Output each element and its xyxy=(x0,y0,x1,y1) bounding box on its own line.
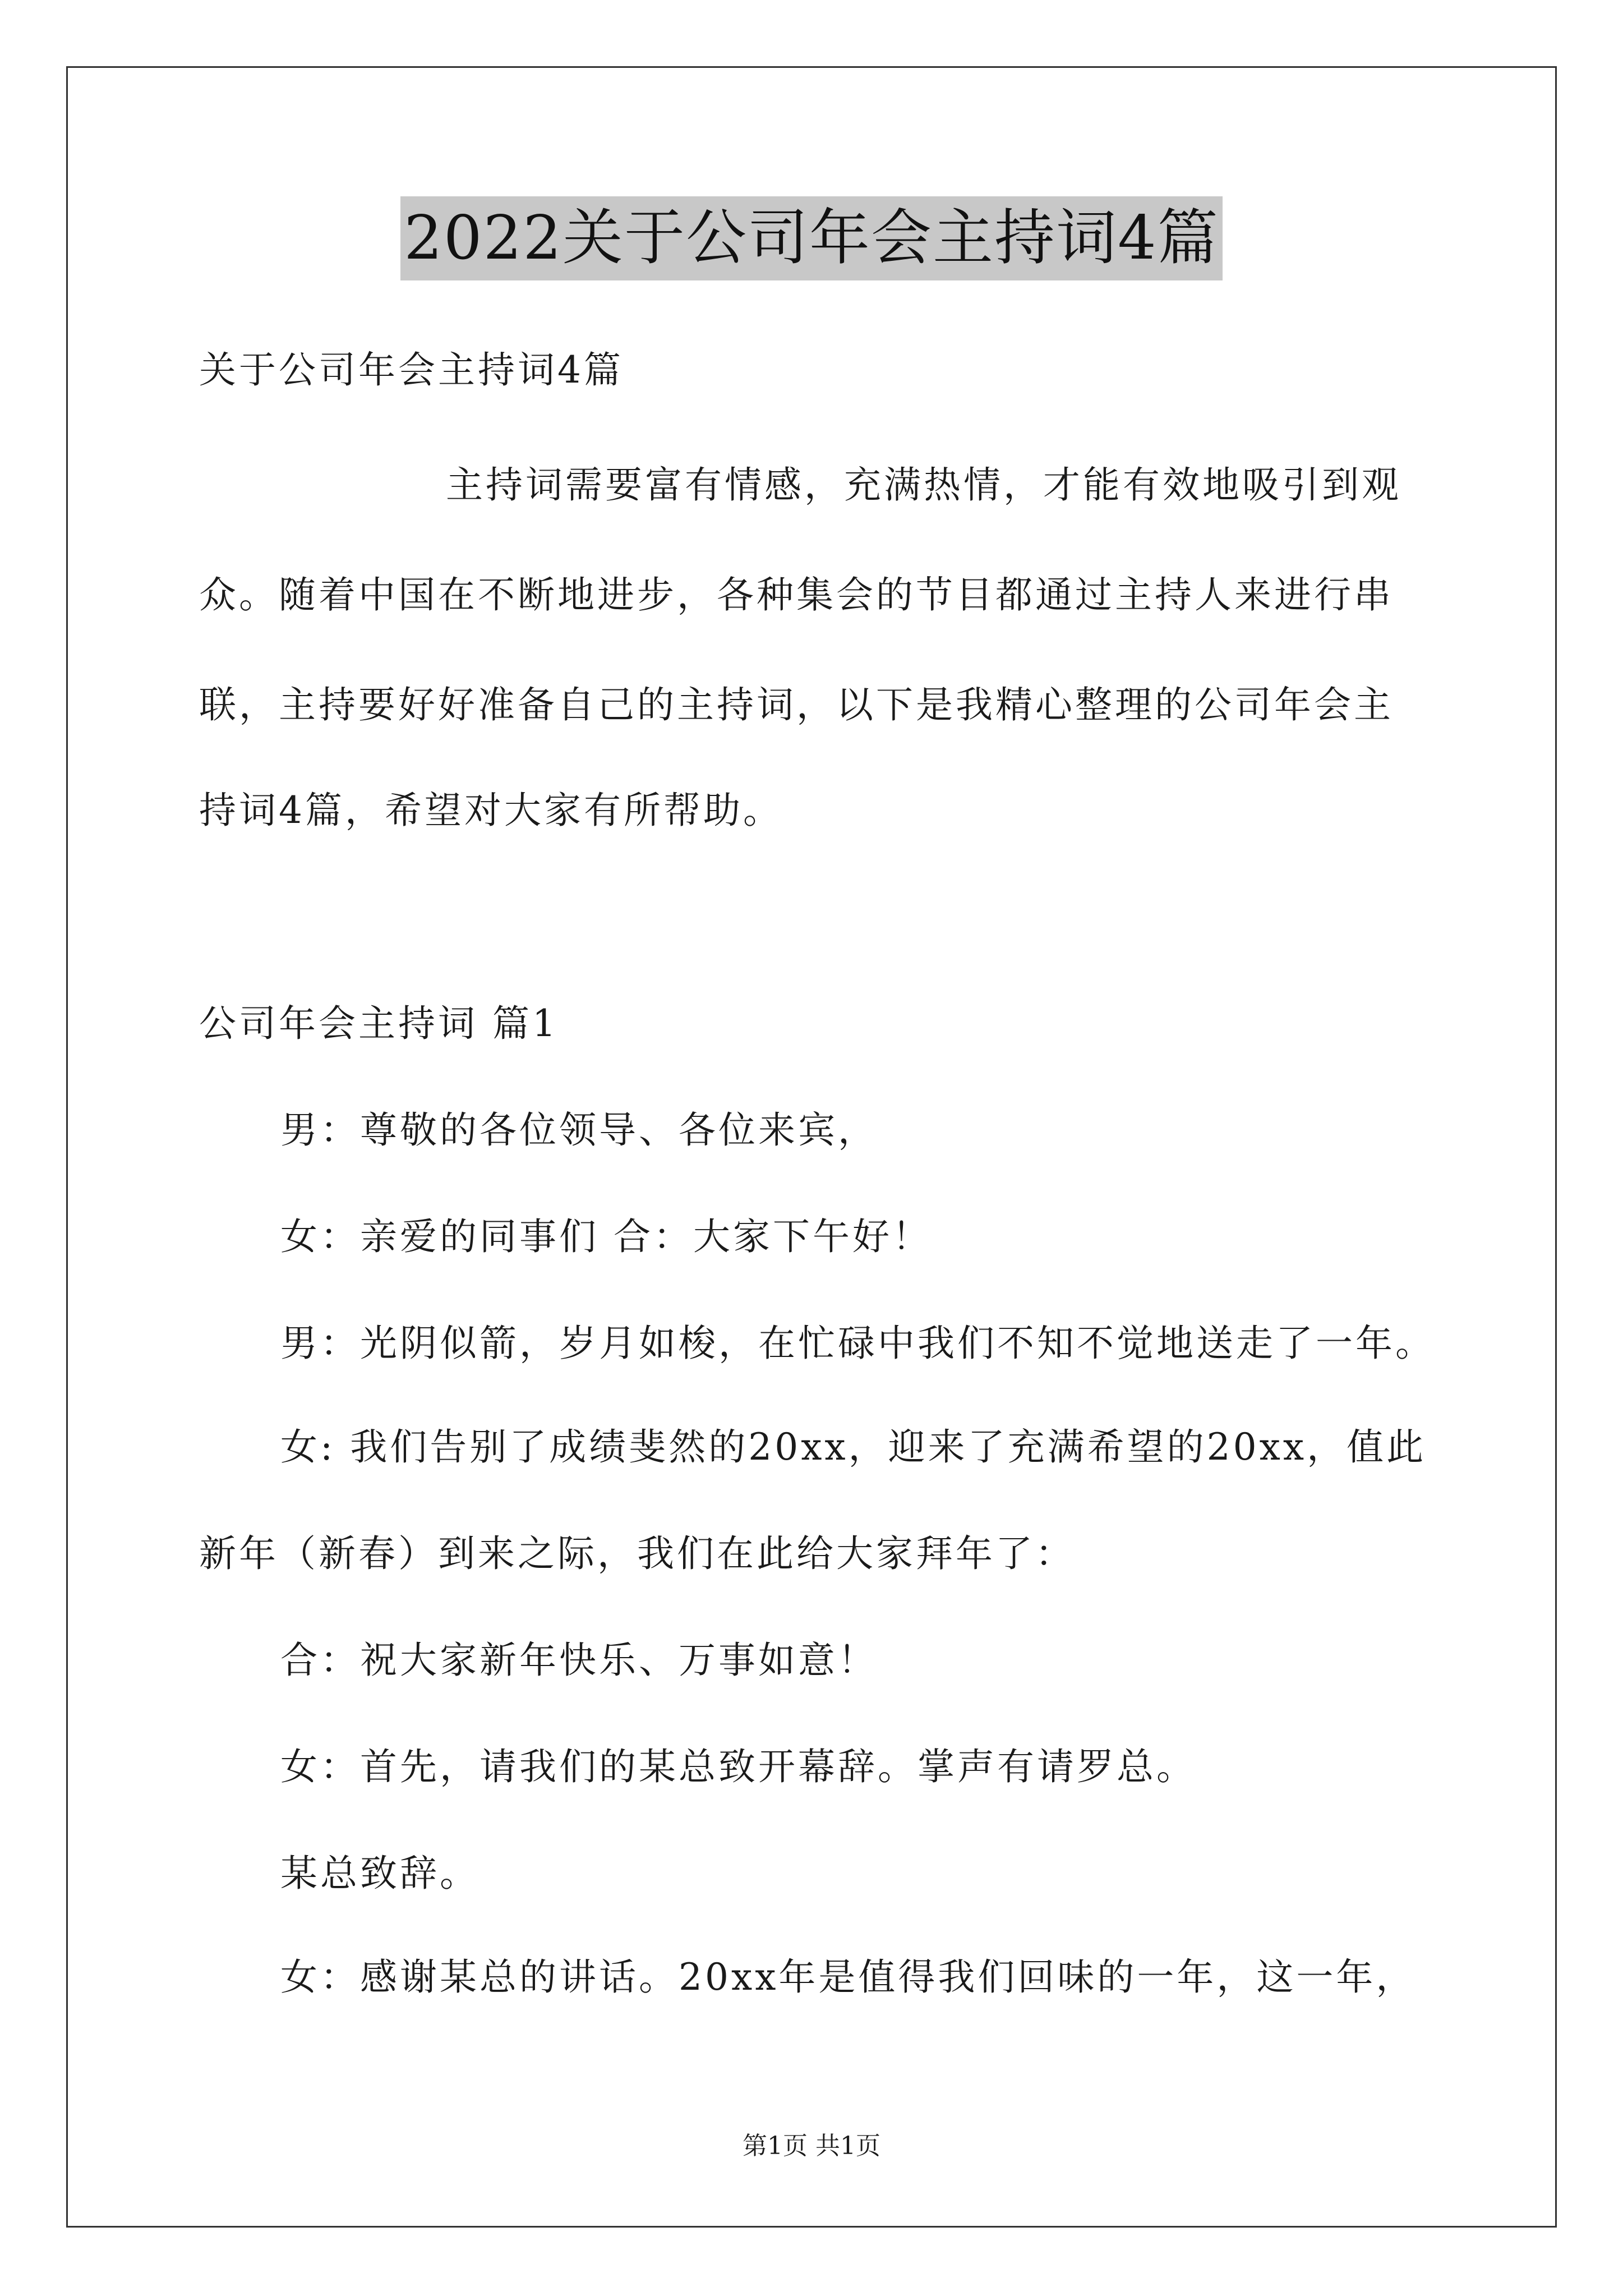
intro-line-2: 众。随着中国在不断地进步，各种集会的节目都通过主持人来进行串 xyxy=(199,573,1394,616)
body-line-7: 女：首先，请我们的某总致开幕辞。掌声有请罗总。 xyxy=(280,1745,1196,1788)
body-line-4: 女: 我们告别了成绩斐然的20xx，迎来了充满希望的20xx，值此 xyxy=(280,1425,1427,1469)
page-footer: 第1页 共1页 xyxy=(743,2132,880,2160)
document-subtitle: 关于公司年会主持词4篇 xyxy=(199,348,624,392)
body-line-3: 男：光阴似箭，岁月如梭，在忙碌中我们不知不觉地送走了一年。 xyxy=(280,1322,1435,1365)
intro-line-1: 主持词需要富有情感，充满热情，才能有效地吸引到观 xyxy=(446,463,1401,507)
body-line-1: 男：尊敬的各位领导、各位来宾， xyxy=(280,1108,878,1152)
intro-line-3: 联，主持要好好准备自己的主持词，以下是我精心整理的公司年会主 xyxy=(199,683,1394,726)
document-title: 2022关于公司年会主持词4篇 xyxy=(400,196,1223,280)
section-heading: 公司年会主持词 篇1 xyxy=(199,1002,559,1045)
body-line-6: 合：祝大家新年快乐、万事如意！ xyxy=(280,1639,878,1682)
body-line-9: 女：感谢某总的讲话。20xx年是值得我们回味的一年，这一年， xyxy=(280,1955,1416,1999)
body-line-8: 某总致辞。 xyxy=(280,1852,479,1895)
intro-line-4: 持词4篇，希望对大家有所帮助。 xyxy=(199,789,783,832)
body-line-5: 新年（新春）到来之际，我们在此给大家拜年了： xyxy=(199,1532,1075,1575)
title-container xyxy=(0,196,1623,280)
body-line-2: 女：亲爱的同事们 合：大家下午好！ xyxy=(280,1215,932,1258)
